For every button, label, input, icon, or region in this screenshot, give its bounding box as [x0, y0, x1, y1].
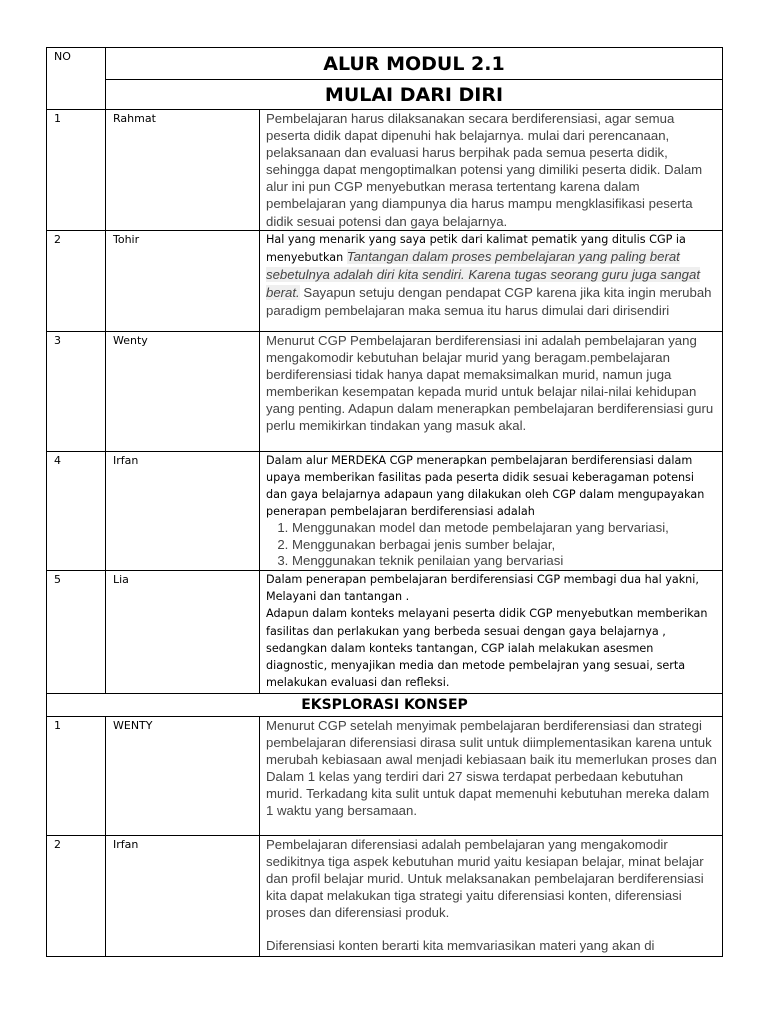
reflection-intro: Hal yang menarik yang saya petik dari kalimat pematik yang ditulis CGP ia menyebutkan [266, 232, 686, 264]
table-row [47, 570, 723, 693]
list-item: 1. Menggunakan model dan metode pembelajaran yang bervariasi, [292, 520, 718, 537]
row-number: 1 [47, 716, 106, 835]
participant-name: Lia [106, 570, 260, 693]
reflection-text: Menurut CGP setelah menyimak pembelajaran berdiferensiasi dan strategi pembelajaran diferensiasi dirasa sulit untuk diimplementasikan karena untuk merubah kebiasaan awal menjadi kebiasaan baik itu memerlukan proses dan Dalam 1 kelas yang terdiri dari 27 siswa terdapat perbedaan kebutuhan murid. Terkadang kita sulit untuk dapat memenuhi kebutuhan mereka dalam 1 waktu yang bersamaan. [260, 716, 723, 835]
row-number: 5 [47, 570, 106, 693]
subtitle-row [47, 80, 723, 110]
participant-name: Tohir [106, 230, 260, 331]
table-row [47, 331, 723, 451]
participant-name: Irfan [106, 451, 260, 570]
reflection-paragraph: Adapun dalam konteks melayani peserta didik CGP menyebutkan memberikan fasilitas dan perlakukan yang berbeda sesuai dengan gaya belajarnya , sedangkan dalam konteks tantangan, CGP ialah melakukan asesmen diagnostic, menyajikan media dan metode pembelajran yang sesuai, serta melakukan evaluasi dan refleksi. [266, 607, 708, 690]
row-number: 2 [47, 230, 106, 331]
strategy-list [266, 520, 718, 570]
section-title-eksplorasi-konsep: EKSPLORASI KONSEP [47, 693, 723, 716]
reflection-text [260, 570, 723, 693]
table-row [47, 110, 723, 231]
section-title-mulai-dari-diri: MULAI DARI DIRI [106, 80, 723, 110]
header-row [47, 48, 723, 80]
quoted-statement: Tantangan dalam proses pembelajaran yang paling berat sebetulnya adalah diri kita sendiri. Karena tugas seorang guru juga sangat berat. [266, 248, 701, 301]
table-row [47, 716, 723, 835]
no-column-header: NO [47, 48, 106, 110]
row-number: 1 [47, 110, 106, 231]
reflection-paragraph: Dalam penerapan pembelajaran berdiferensiasi CGP membagi dua hal yakni, Melayani dan tantangan . [266, 572, 699, 604]
section-header-row [47, 693, 723, 716]
table-row [47, 835, 723, 956]
participant-name: Wenty [106, 331, 260, 451]
reflection-intro: Dalam alur MERDEKA CGP menerapkan pembelajaran berdiferensiasi dalam upaya memberikan fasilitas pada peserta didik sesuai keberagaman potensi dan gaya belajarnya adapaun yang dilakukan oleh CGP dalam mengupayakan penerapan pembelajaran berdiferensiasi adalah [266, 453, 705, 519]
row-number: 3 [47, 331, 106, 451]
row-number: 4 [47, 451, 106, 570]
reflection-text [260, 451, 723, 570]
paragraph-spacer [266, 921, 718, 937]
participant-name: Rahmat [106, 110, 260, 231]
row-number: 2 [47, 835, 106, 956]
reflection-text [260, 835, 723, 956]
reflection-text [260, 230, 723, 331]
reflection-text: Pembelajaran harus dilaksanakan secara berdiferensiasi, agar semua peserta didik dapat dipenuhi hak belajarnya. mulai dari perencanaan, pelaksanaan dan evaluasi harus berpihak pada semua peserta didik, sehingga dapat mengoptimalkan potensi yang dimiliki peserta didik. Dalam alur ini pun CGP menyebutkan merasa tertentang karena dalam pembelajaran yang diampunya dia harus mampu mengklasifikasi peserta didik sesuai potensi dan gaya belajarnya. [260, 110, 723, 231]
reflection-paragraph: Pembelajaran diferensiasi adalah pembelajaran yang mengakomodir sedikitnya tiga aspek kebutuhan murid yaitu kesiapan belajar, minat belajar dan profil belajar murid. Untuk melaksanakan pembelajaran berdiferensiasi kita dapat melakukan tiga strategi yaitu diferensiasi konten, diferensiasi proses dan diferensiasi produk. [266, 836, 704, 921]
reflection-paragraph: Diferensiasi konten berarti kita memvariasikan materi yang akan di [266, 938, 655, 954]
reflection-continuation: Sayapun setuju dengan pendapat CGP karena jika kita ingin merubah paradigm pembelajaran maka semua itu harus dimulai dari dirisendiri [266, 285, 712, 319]
table-row [47, 230, 723, 331]
list-item: 3. Menggunakan teknik penilaian yang bervariasi [292, 553, 718, 570]
participant-name: Irfan [106, 835, 260, 956]
alur-modul-table [46, 47, 723, 957]
document-title: ALUR MODUL 2.1 [106, 48, 723, 80]
reflection-text: Menurut CGP Pembelajaran berdiferensiasi ini adalah pembelajaran yang mengakomodir kebutuhan belajar murid yang beragam.pembelajaran berdiferensiasi tidak hanya dapat memaksimalkan murid, namun juga memberikan kesempatan kepada murid untuk belajar nilai-nilai kehidupan yang penting. Adapun dalam menerapkan pembelajaran berdiferensiasi guru perlu memikirkan tindakan yang masuk akal. [260, 331, 723, 451]
table-row [47, 451, 723, 570]
list-item: 2. Menggunakan berbagai jenis sumber belajar, [292, 537, 718, 554]
participant-name: WENTY [106, 716, 260, 835]
